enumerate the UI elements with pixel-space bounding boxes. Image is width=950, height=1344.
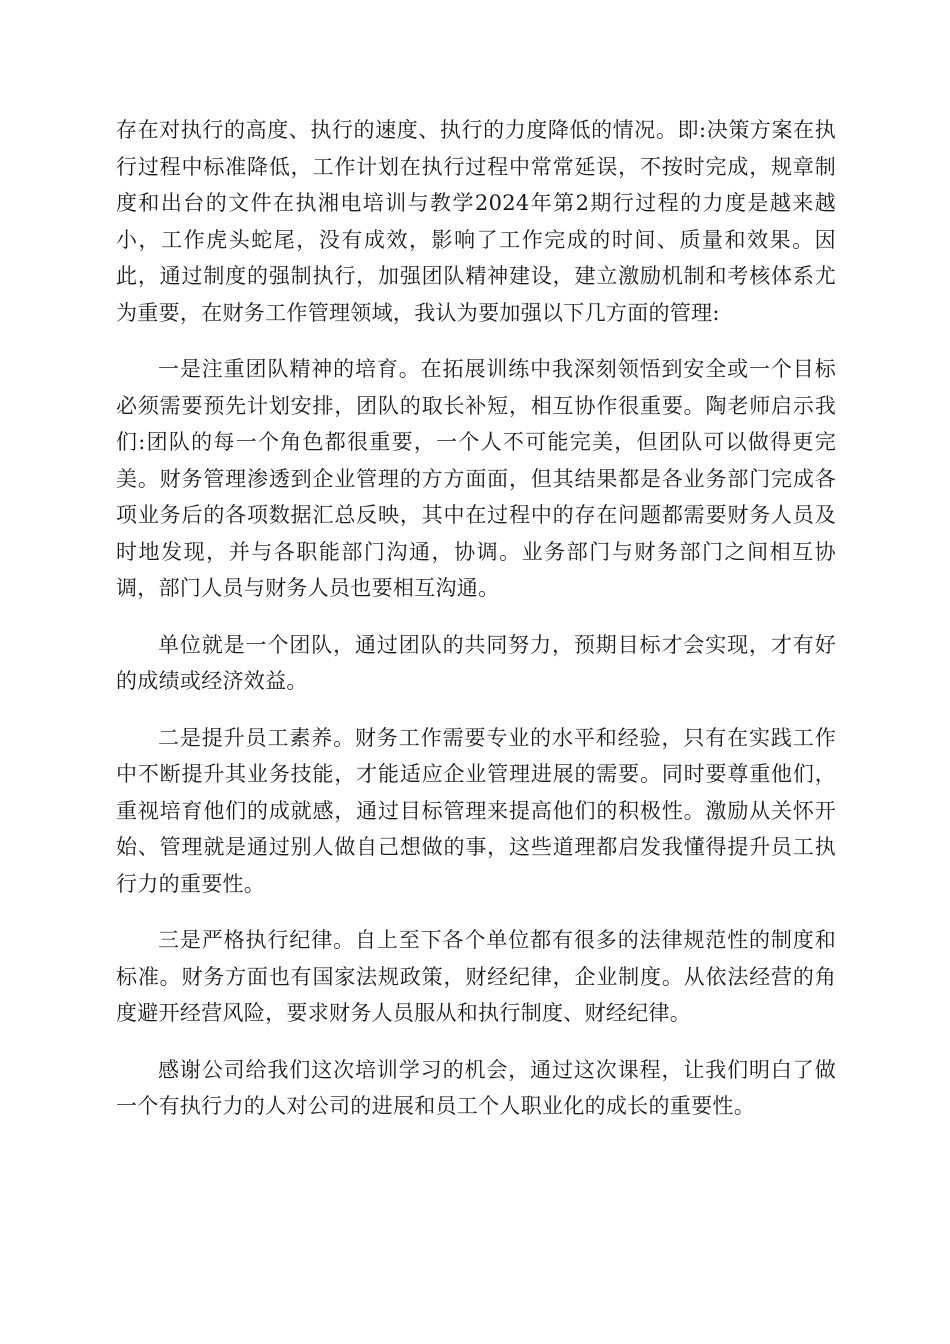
paragraph-execution-issues: 存在对执行的高度、执行的速度、执行的力度降低的情况。即:决策方案在执行过程中标准降低，工作计划在执行过程中常常延误，不按时完成，规章制度和出台的文件在执湘电培训与教学2024年第2期行过程的力度是越来越小，工作虎头蛇尾，没有成效，影响了工作完成的时间、质量和效果。因此，通过制度的强制执行，加强团队精神建设，建立激励机制和考核体系尤为重要，在财务工作管理领域，我认为要加强以下几方面的管理: [116, 118, 836, 325]
paragraph-unit-team: 单位就是一个团队，通过团队的共同努力，预期目标才会实现，才有好的成绩或经济效益。 [116, 632, 836, 693]
paragraph-discipline: 三是严格执行纪律。自上至下各个单位都有很多的法律规范性的制度和标准。财务方面也有国家法规政策，财经纪律，企业制度。从依法经营的角度避开经营风险，要求财务人员服从和执行制度、财经纪律。 [116, 928, 836, 1025]
paragraph-staff-quality: 二是提升员工素养。财务工作需要专业的水平和经验，只有在实践工作中不断提升其业务技能，才能适应企业管理进展的需要。同时要尊重他们，重视培育他们的成就感，通过目标管理来提高他们的积极性。激励从关怀开始、管理就是通过别人做自己想做的事，这些道理都启发我懂得提升员工执行力的重要性。 [116, 725, 836, 896]
document-body [116, 112, 836, 1145]
paragraph-thanks: 感谢公司给我们这次培训学习的机会，通过这次课程，让我们明白了做一个有执行力的人对公司的进展和员工个人职业化的成长的重要性。 [116, 1057, 836, 1118]
paragraph-team-spirit: 一是注重团队精神的培育。在拓展训练中我深刻领悟到安全或一个目标必须需要预先计划安排，团队的取长补短，相互协作很重要。陶老师启示我们:团队的每一个角色都很重要，一个人不可能完美，但团队可以做得更完美。财务管理渗透到企业管理的方方面面，但其结果都是各业务部门完成各项业务后的各项数据汇总反映，其中在过程中的存在问题都需要财务人员及时地发现，并与各职能部门沟通，协调。业务部门与财务部门之间相互协调，部门人员与财务人员也要相互沟通。 [116, 357, 836, 600]
